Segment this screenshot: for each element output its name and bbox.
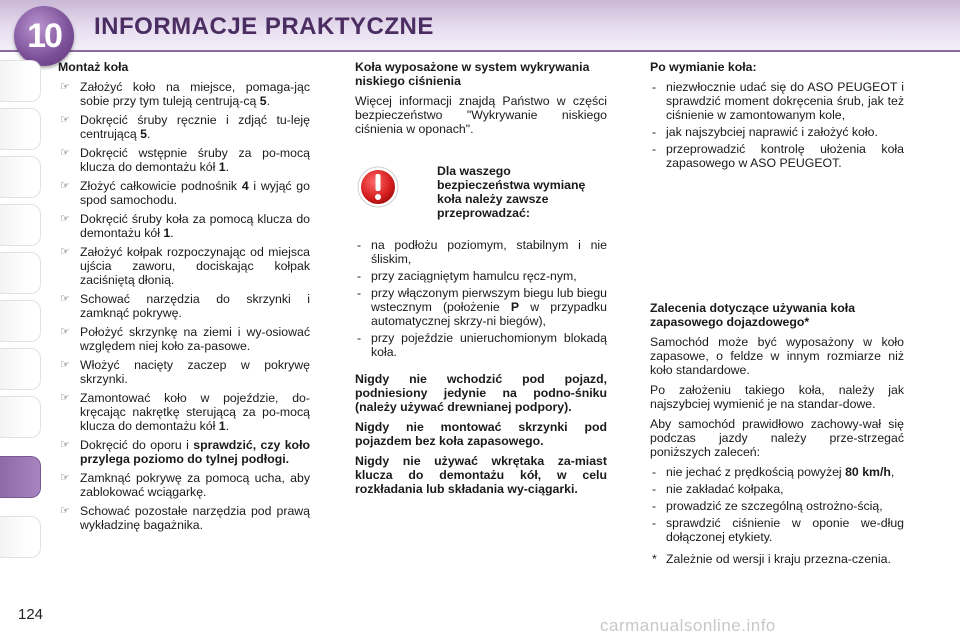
watermark: carmanualsonline.info <box>600 616 776 635</box>
item-text: Schować narzędzia do skrzynki i zamknąć pokrywę. <box>80 292 310 320</box>
dash-marker: - <box>652 80 657 94</box>
chapter-tab[interactable] <box>0 396 41 438</box>
item-text: jak najszybciej naprawić i założyć koło. <box>666 125 878 139</box>
warning-icon <box>357 166 399 208</box>
item-tail: , <box>890 465 895 479</box>
after-item <box>650 125 904 139</box>
item-text: Zamontować koło w pojeździe, do-kręcając nakrętkę sterującą za po-mocą klucza do demontażu kół <box>80 391 310 433</box>
bullet-icon: ☞ <box>60 246 70 258</box>
item-tail: . <box>225 419 230 433</box>
item-tail: . <box>147 127 151 141</box>
chapter-tab[interactable] <box>0 300 41 342</box>
item-text: Dokręcić wstępnie śruby za po-mocą klucza do demontażu kół <box>80 146 310 174</box>
list-item <box>58 471 310 499</box>
condition-list <box>355 238 607 359</box>
condition-item <box>355 331 607 359</box>
condition-item <box>355 238 607 266</box>
rule-item <box>650 499 904 513</box>
list-item <box>58 212 310 240</box>
dash-marker: - <box>357 269 362 283</box>
item-text: na podłożu poziomym, stabilnym i nie śliskim, <box>371 238 607 266</box>
paragraph: Samochód może być wyposażony w koło zapasowe, o feldze w innym rozmiarze niż koło standardowe. <box>650 335 904 377</box>
list-item <box>58 179 310 207</box>
bullet-icon: ☞ <box>60 213 70 225</box>
after-item <box>650 142 904 170</box>
intro-paragraph: Więcej informacji znajdą Państwo w części bezpieczeństwo "Wykrywanie niskiego ciśnienia w oponach". <box>355 94 607 136</box>
after-list <box>650 80 904 170</box>
item-bold: 5 <box>259 94 267 108</box>
page-number: 124 <box>18 606 44 623</box>
chapter-tab[interactable] <box>0 60 41 102</box>
chapter-tab[interactable] <box>0 348 41 390</box>
item-bold: 80 km/h <box>845 465 891 479</box>
dash-marker: - <box>357 331 362 345</box>
list-item <box>58 358 310 386</box>
list-item <box>58 113 310 141</box>
chapter-tabs <box>0 60 46 620</box>
item-text: Założyć kołpak rozpoczynając od miejsca ujścia zaworu, dociskając kołpak zaciśniętą dłonią. <box>80 245 310 287</box>
item-text: sprawdzić ciśnienie w oponie we-dług dołączonej etykiety. <box>666 516 904 544</box>
item-bold: 1 <box>218 160 226 174</box>
item-text: Dokręcić śruby koła za pomocą klucza do demontażu kół <box>80 212 310 240</box>
item-text: Schować pozostałe narzędzia pod prawą wykładzinę bagażnika. <box>80 504 310 532</box>
warning-paragraphs <box>355 372 607 496</box>
rule-item <box>650 482 904 496</box>
section-heading: Zalecenia dotyczące używania koła zapasowego dojazdowego* <box>650 301 856 329</box>
bullet-icon: ☞ <box>60 359 70 371</box>
item-bold: 1 <box>218 419 226 433</box>
list-item <box>58 325 310 353</box>
column-wheel-fitting <box>58 60 310 537</box>
dash-marker: - <box>357 238 362 252</box>
chapter-tab[interactable] <box>0 516 41 558</box>
item-tail: . <box>266 94 271 108</box>
list-item <box>58 146 310 174</box>
section-heading: Koła wyposażone w system wykrywania niskiego ciśnienia <box>355 60 590 88</box>
rules-list <box>650 465 904 544</box>
item-text: Położyć skrzynkę na ziemi i wy-osiować względem niej koło za-pasowe. <box>80 325 310 353</box>
item-tail: . <box>170 226 174 240</box>
item-bold: 5 <box>140 127 147 141</box>
bullet-icon: ☞ <box>60 326 70 338</box>
item-bold: 1 <box>163 226 171 240</box>
dash-marker: - <box>357 286 362 300</box>
dash-marker: - <box>652 482 657 496</box>
chapter-tab[interactable] <box>0 156 41 198</box>
dash-marker: - <box>652 516 657 530</box>
list-item <box>58 80 310 108</box>
item-tail: w przypadku automatycznej skrzy-ni biegów), <box>371 300 608 328</box>
instruction-list <box>58 80 310 532</box>
item-text: przy pojeździe unieruchomionym blokadą koła. <box>371 331 607 359</box>
warning-paragraph: Nigdy nie wchodzić pod pojazd, podniesiony jedynie na podno-śniku (należy używać drewnianej podpory). <box>355 372 607 414</box>
column-after-change <box>650 60 904 566</box>
chapter-tab[interactable] <box>0 252 41 294</box>
item-text: przy włączonym pierwszym biegu lub biegu wstecznym (położenie <box>371 286 607 314</box>
chapter-tab[interactable] <box>0 204 41 246</box>
condition-item <box>355 286 607 328</box>
list-item <box>58 391 310 433</box>
section-heading: Po wymianie koła: <box>650 60 757 74</box>
item-text: Włożyć nacięty zaczep w pokrywę skrzynki. <box>80 358 310 386</box>
bullet-icon: ☞ <box>60 505 70 517</box>
item-text: Zamknąć pokrywę za pomocą ucha, aby zablokować wciągarkę. <box>80 471 310 499</box>
warning-paragraph: Nigdy nie używać wkrętaka za-miast klucza do demontażu kół, w celu rozkładania lub składania wy-ciągarki. <box>355 454 607 496</box>
rule-item <box>650 465 904 479</box>
bullet-icon: ☞ <box>60 180 70 192</box>
bullet-icon: ☞ <box>60 472 70 484</box>
condition-item <box>355 269 607 283</box>
bullet-icon: ☞ <box>60 439 70 451</box>
item-text: przy zaciągniętym hamulcu ręcz-nym, <box>371 269 577 283</box>
paragraph: Aby samochód prawidłowo zachowy-wał się podczas jazdy należy prze-strzegać poniższych zaleceń: <box>650 417 904 459</box>
after-item <box>650 80 904 122</box>
paragraph: Po założeniu takiego koła, należy jak najszybciej wymienić je na standar-dowe. <box>650 383 904 411</box>
rule-item <box>650 516 904 544</box>
item-text: przeprowadzić kontrolę ułożenia koła zapasowego w ASO PEUGEOT. <box>666 142 904 170</box>
warning-title: Dla waszego bezpieczeństwa wymianę koła należy zawsze przeprowadzać: <box>437 164 586 220</box>
item-tail: i wyjąć go spod samochodu. <box>80 179 310 207</box>
bullet-icon: ☞ <box>60 114 70 126</box>
item-bold: P <box>510 300 520 314</box>
column-low-pressure <box>355 60 607 502</box>
chapter-number: 10 <box>27 17 61 55</box>
warning-box <box>355 164 607 234</box>
bullet-icon: ☞ <box>60 293 70 305</box>
dash-marker: - <box>652 125 657 139</box>
item-text: nie jechać z prędkością powyżej <box>666 465 846 479</box>
dash-marker: - <box>652 142 657 156</box>
item-text: Złożyć całkowicie podnośnik <box>80 179 242 193</box>
item-text: prowadzić ze szczególną ostrożno-ścią, <box>666 499 883 513</box>
footnote: * Zależnie od wersji i kraju przezna-czenia. <box>652 552 891 566</box>
dash-marker: - <box>652 465 657 479</box>
item-text: niezwłocznie udać się do ASO PEUGEOT i sprawdzić moment dokręcenia śrub, jak też ciśnienie w zamontowanym kole, <box>666 80 904 122</box>
bullet-icon: ☞ <box>60 81 70 93</box>
dash-marker: - <box>652 499 657 513</box>
list-item <box>58 504 310 532</box>
item-bold: sprawdzić, czy koło przylega poziomo do tylnej podłogi. <box>80 438 311 466</box>
item-tail: . <box>225 160 230 174</box>
section-heading: Montaż koła <box>58 60 129 74</box>
chapter-tab-active[interactable] <box>0 456 41 498</box>
list-item <box>58 245 310 287</box>
warning-paragraph: Nigdy nie montować skrzynki pod pojazdem bez koła zapasowego. <box>355 420 607 448</box>
header-divider <box>0 50 960 52</box>
chapter-tab[interactable] <box>0 108 41 150</box>
list-item <box>58 438 310 466</box>
page-title: INFORMACJE PRAKTYCZNE <box>94 13 434 40</box>
item-text: Dokręcić do oporu i <box>80 438 194 452</box>
item-bold: 4 <box>241 179 249 193</box>
item-text: nie zakładać kołpaka, <box>666 482 784 496</box>
item-text: Dokręcić śruby ręcznie i zdjąć tu-leję centrującą <box>80 113 310 141</box>
bullet-icon: ☞ <box>60 147 70 159</box>
bullet-icon: ☞ <box>60 392 70 404</box>
list-item <box>58 292 310 320</box>
item-text: Założyć koło na miejsce, pomaga-jąc sobie przy tym tuleją centrują-cą <box>80 80 310 108</box>
